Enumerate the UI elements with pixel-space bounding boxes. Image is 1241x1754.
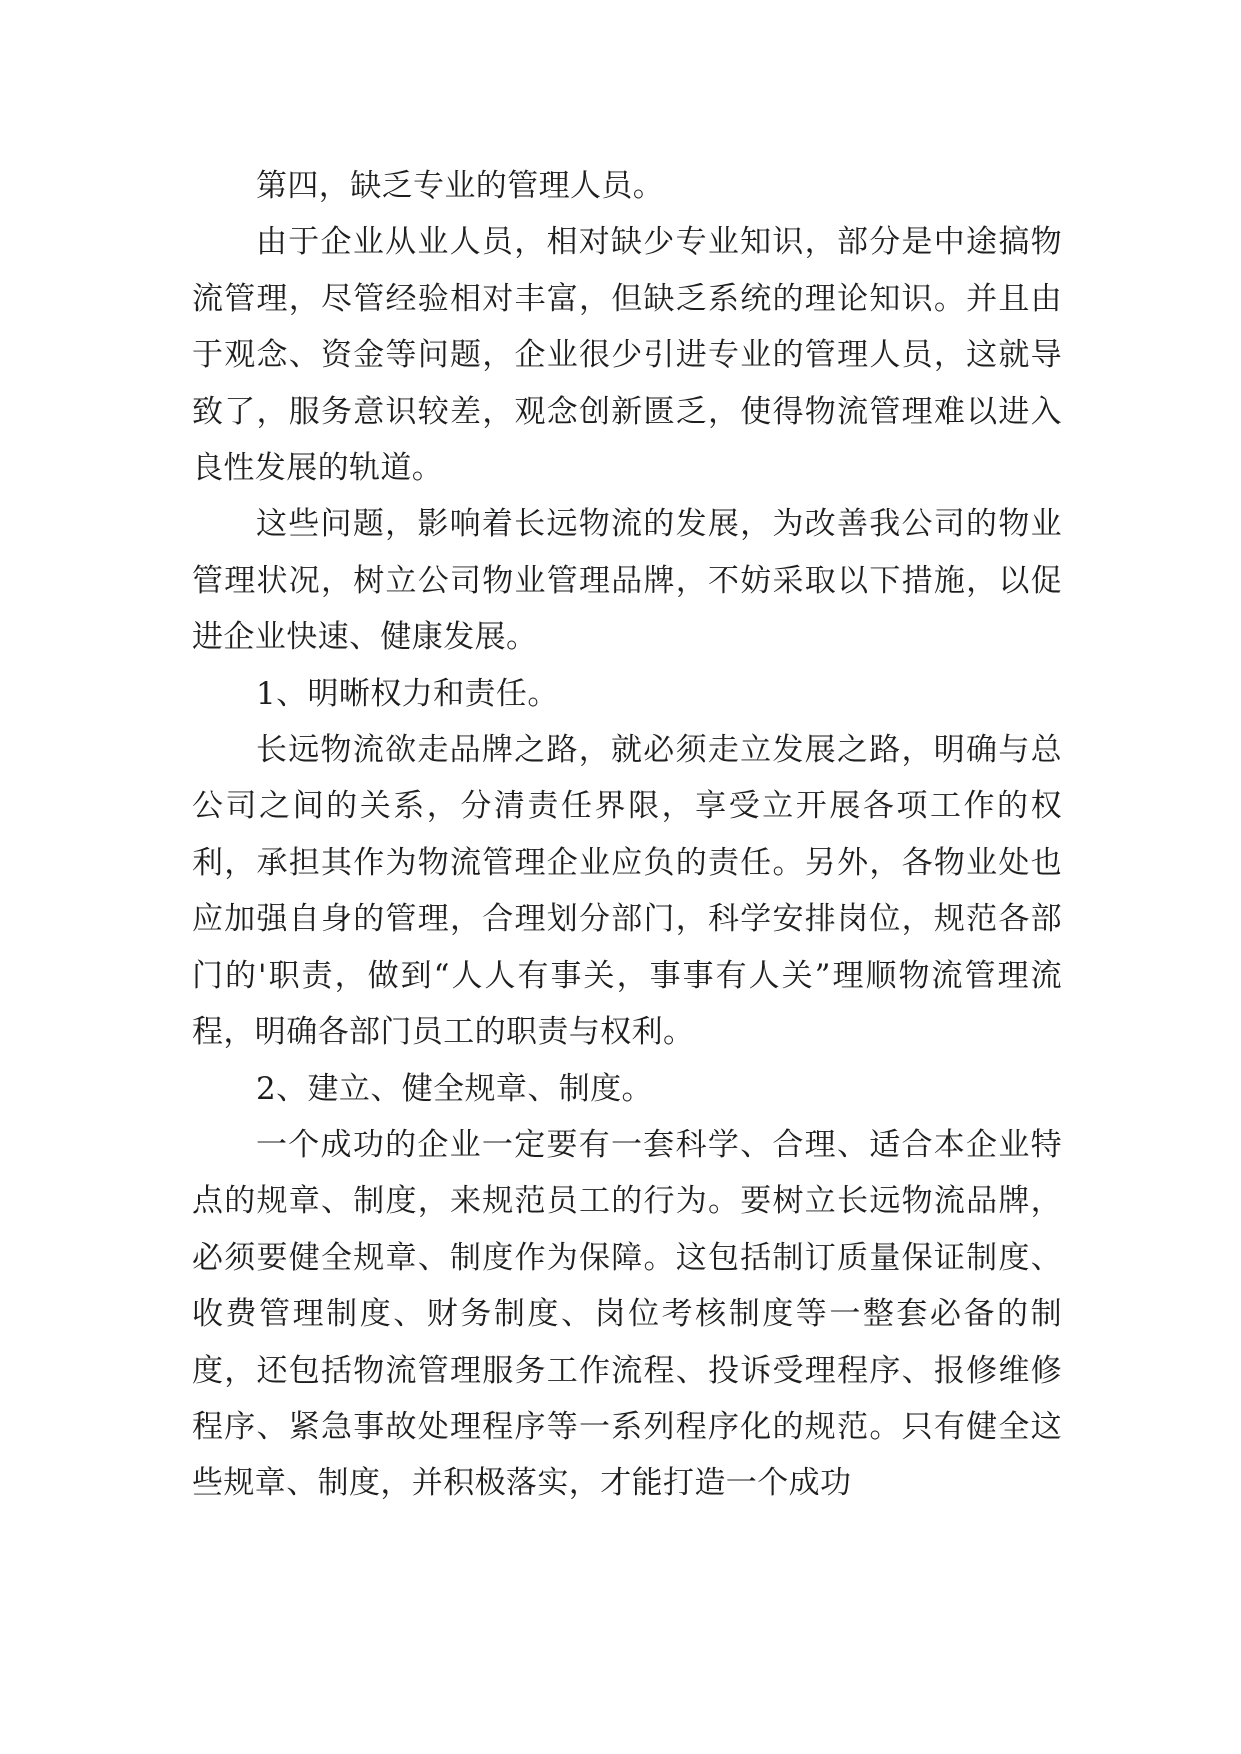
paragraph-staff-issue: 由于企业从业人员，相对缺少专业知识，部分是中途搞物流管理，尽管经验相对丰富，但缺乏系统的理论知识。并且由于观念、资金等问题，企业很少引进专业的管理人员，这就导致了，服务意识较差，观念创新匮乏，使得物流管理难以进入良性发展的轨道。 [192,224,1062,487]
paragraph-regulations: 一个成功的企业一定要有一套科学、合理、适合本企业特点的规章、制度，来规范员工的行为。要树立长远物流品牌，必须要健全规章、制度作为保障。这包括制订质量保证制度、收费管理制度、财务制度、岗位考核制度等一整套必备的制度，还包括物流管理服务工作流程、投诉受理程序、报修维修程序、紧急事故处理程序等一系列程序化的规范。只有健全这些规章、制度，并积极落实，才能打造一个成功 [192,1126,1062,1502]
paragraph-responsibility: 长远物流欲走品牌之路，就必须走立发展之路，明确与总公司之间的关系，分清责任界限，享受立开展各项工作的权利，承担其作为物流管理企业应负的责任。另外，各物业处也应加强自身的管理，合理划分部门，科学安排岗位，规范各部门的'职责，做到“人人有事关，事事有人关”理顺物流管理流程，明确各部门员工的职责与权利。 [192,732,1062,1051]
document-body [192,158,1062,1512]
paragraph-heading-1: 1、明晰权力和责任。 [256,675,559,712]
paragraph-measures-intro: 这些问题，影响着长远物流的发展，为改善我公司的物业管理状况，树立公司物业管理品牌，不妨采取以下措施，以促进企业快速、健康发展。 [192,506,1062,656]
paragraph-heading-2: 2、建立、健全规章、制度。 [256,1070,653,1107]
paragraph-heading-4: 第四，缺乏专业的管理人员。 [256,168,665,204]
